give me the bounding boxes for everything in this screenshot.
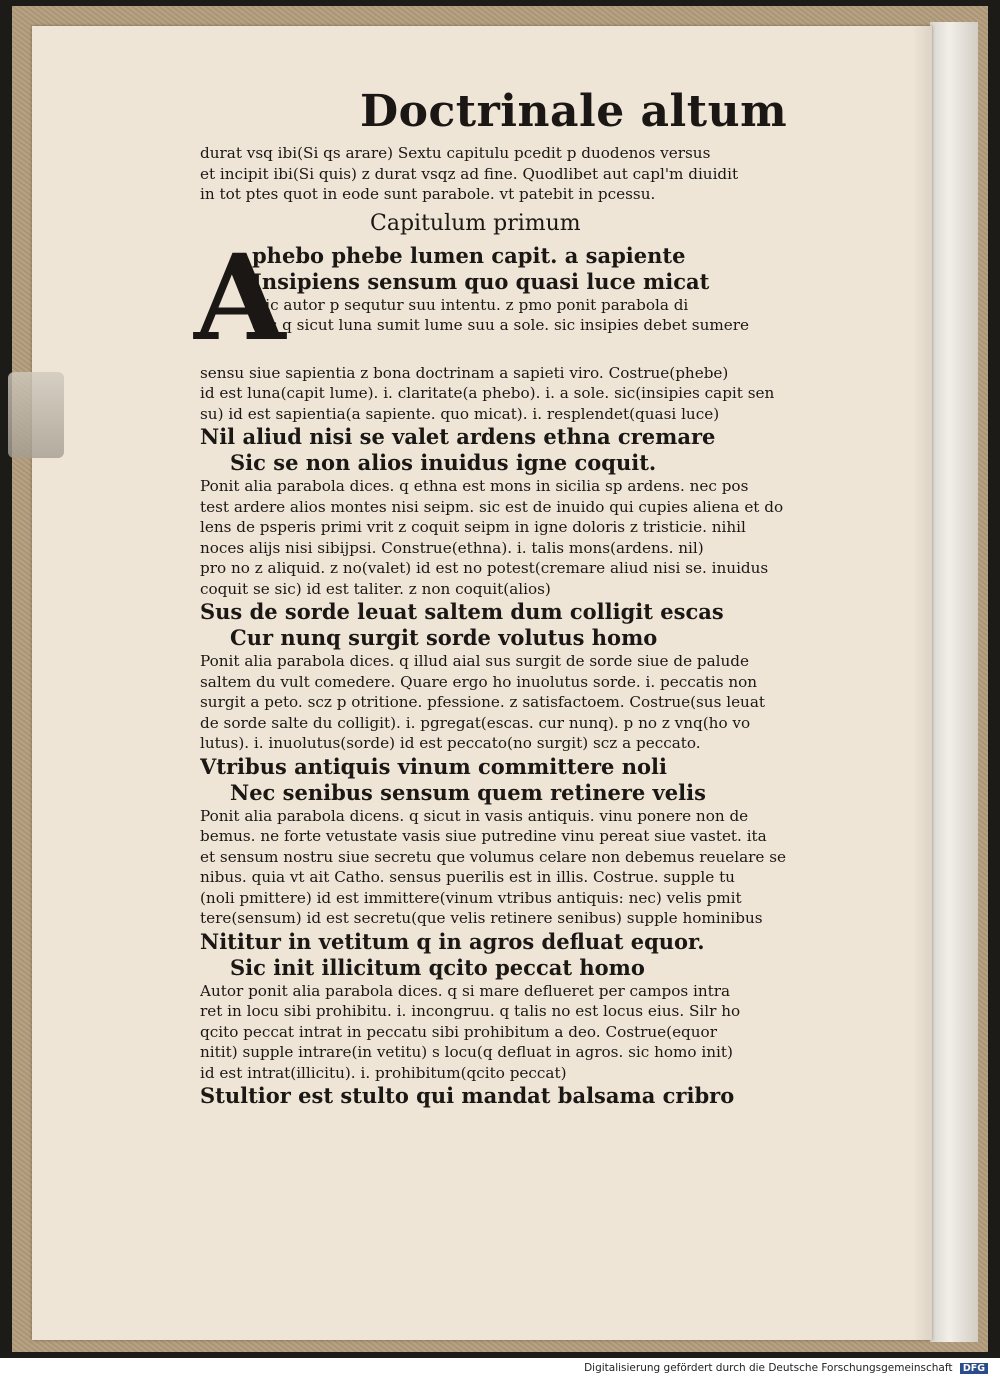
verse-line: phebo phebe lumen capit. a sapiente (252, 242, 686, 268)
commentary-line: noces alijs nisi sibijpsi. Construe(ethna). i. talis mons(ardens. nil) (200, 538, 704, 557)
section (200, 599, 840, 754)
commentary-line: lutus). i. inuolutus(sorde) id est peccato(no surgit) scz a peccato. (200, 734, 701, 752)
dfg-logo-icon: DFG (960, 1363, 988, 1374)
section (194, 227, 840, 425)
commentary-line: ces q sicut luna sumit lume suu a sole. sic insipies debet sumere (252, 316, 749, 334)
footer-text: Digitalisierung gefördert durch die Deutsche Forschungsgemeinschaft (584, 1362, 953, 1374)
commentary-line: su) id est sapientia(a sapiente. quo micat). i. resplendet(quasi luce) (200, 404, 720, 423)
intro (200, 143, 840, 205)
commentary-line: lens de psperis primi vrit z coquit seipm in igne doloris z tristicie. nihil (200, 518, 746, 536)
commentary-line: surgit a peto. scz p otritione. pfessione. z satisfactoem. Costrue(sus leuat (200, 693, 765, 711)
verse-line: Nec senibus sensum quem retinere velis (230, 779, 706, 805)
footer-credit (584, 1362, 988, 1374)
verse-line: Sus de sorde leuat saltem dum colligit escas (200, 599, 724, 624)
section (200, 424, 840, 599)
commentary-line: test ardere alios montes nisi seipm. sic est de inuido qui cupies aliena et do (200, 497, 784, 516)
text-block (194, 86, 840, 1109)
commentary-line: de sorde salte du colligit). i. pgregat(escas. cur nunq). p no z vnq(ho vo (200, 713, 751, 732)
chapter-heading: Capitulum primum (370, 210, 581, 236)
commentary-line: pro no z aliquid. z no(valet) id est no potest(cremare aliud nisi se. inuidus (200, 559, 769, 577)
intro-line: durat vsq ibi(Si qs arare) Sextu capitulu pcedit p duodenos versus (200, 144, 711, 162)
commentary-line: tere(sensum) id est secretu(que velis retinere senibus) supple hominibus (200, 909, 763, 927)
commentary-line: Autor ponit alia parabola dices. q si mare deflueret per campos intra (200, 981, 731, 1000)
commentary-line: sensu siue sapientia z bona doctrinam a sapieti viro. Costrue(phebe) (200, 363, 729, 382)
commentary-line: Ponit alia parabola dices. q ethna est mons in sicilia sp ardens. nec pos (200, 477, 749, 495)
commentary-line: ret in locu sibi prohibitu. i. incongruu. q talis no est locus eius. Silr ho (200, 1002, 741, 1020)
commentary-line: Ponit alia parabola dicens. q sicut in vasis antiquis. vinu ponere non de (200, 806, 749, 825)
commentary-line: saltem du vult comedere. Quare ergo ho inuolutus sorde. i. peccatis non (200, 672, 758, 691)
intro-line: et incipit ibi(Si quis) z durat vsqz ad fine. Quodlibet aut capl'm diuidit (200, 164, 739, 183)
commentary-line: id est luna(capit lume). i. claritate(a phebo). i. a sole. sic(insipies capit sen (200, 384, 775, 402)
commentary-line: nibus. quia vt ait Catho. sensus puerilis est in illis. Costrue. supple tu (200, 868, 735, 886)
clasp-icon (8, 372, 64, 458)
verse-line: Nititur in vetitum q in agros defluat equor. (200, 928, 705, 954)
commentary-line: Ponit alia parabola dices. q illud aial sus surgit de sorde siue de palude (200, 652, 750, 670)
commentary-line: id est intrat(illicitu). i. prohibitum(qcito peccat) (200, 1063, 567, 1082)
verse-line: Sic se non alios inuidus igne coquit. (230, 450, 657, 475)
drop-cap-initial: A (194, 227, 286, 367)
page-edge-strip (930, 22, 978, 1342)
commentary-line: et sensum nostru siue secretu que volumus celare non debemus reuelare se (200, 847, 786, 866)
verse-line: Vtribus antiquis vinum committere noli (200, 753, 667, 779)
commentary-line: (noli pmittere) id est immittere(vinum vtribus antiquis: nec) velis pmit (200, 888, 742, 907)
verse-line: Insipiens sensum quo quasi luce micat (252, 268, 710, 294)
page-fold-shadow (912, 26, 932, 1340)
page-title: Doctrinale altum (360, 86, 788, 137)
section (200, 754, 840, 929)
intro-line: in tot ptes quot in eode sunt parabole. vt patebit in pcessu. (200, 185, 656, 203)
commentary-line: nitit) supple intrare(in vetitu) s locu(q defluat in agros. sic homo init) (200, 1043, 733, 1061)
section (200, 929, 840, 1084)
verse-line: Stultior est stulto qui mandat balsama cribro (200, 1083, 735, 1108)
section (200, 1083, 840, 1109)
verse-line: Nil aliud nisi se valet ardens ethna cremare (200, 424, 716, 449)
commentary-line: coquit se sic) id est taliter. z non coquit(alios) (200, 579, 551, 598)
commentary-line: Hic autor p sequtur suu intentu. z pmo ponit parabola di (252, 295, 689, 314)
commentary-line: bemus. ne forte vetustate vasis siue putredine vinu pereat siue vastet. ita (200, 827, 767, 845)
verse-line: Cur nunq surgit sorde volutus homo (230, 625, 658, 650)
commentary-line: qcito peccat intrat in peccatu sibi prohibitum a deo. Costrue(equor (200, 1022, 717, 1041)
verse-line: Sic init illicitum qcito peccat homo (230, 954, 645, 980)
